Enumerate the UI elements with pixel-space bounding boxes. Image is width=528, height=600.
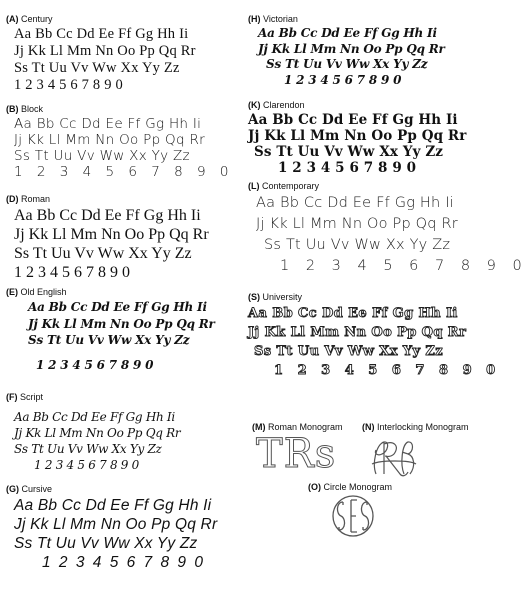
alphabet-line: Ss Tt Uu Vv Ww Xx Yy Zz — [266, 57, 428, 71]
font-name: Victorian — [263, 14, 298, 24]
font-sample-old-english — [6, 287, 215, 373]
numeral-line: 1 2 3 4 5 6 7 8 9 0 — [280, 258, 528, 274]
font-name: Cursive — [21, 484, 53, 494]
alphabet-line: Ss Tt Uu Vv Ww Xx Yy Zz — [14, 442, 162, 456]
alphabet-line: Aa Bb Cc Dd Ee Ff Gg Hh Ii — [14, 410, 175, 424]
alphabet-line: Aa Bb Cc Dd Ee Ff Gg Hh Ii — [28, 300, 207, 314]
monogram-code: (M) — [252, 422, 266, 432]
monogram-name: Interlocking Monogram — [377, 422, 469, 432]
alphabet-line: Aa Bb Cc Dd Ee Ff Gg Hh Ii — [14, 116, 202, 132]
alphabet-line: Ss Tt Uu Vv Ww Xx Yy Zz — [254, 344, 444, 359]
circle-monogram-image — [331, 494, 375, 538]
font-label — [6, 104, 234, 115]
alphabet-line: Aa Bb Cc Dd Ee Ff Gg Hh Ii — [14, 497, 212, 514]
numeral-line: 1 2 3 4 5 6 7 8 9 0 — [34, 458, 139, 472]
font-sample-cursive — [6, 484, 217, 572]
roman-monogram-sample: TRs — [256, 431, 337, 477]
font-name: Clarendon — [263, 100, 305, 110]
alphabet-line: Ss Tt Uu Vv Ww Xx Yy Zz — [14, 535, 198, 552]
numeral-line: 1 2 3 4 5 6 7 8 9 0 — [42, 554, 205, 571]
monogram-interlocking — [362, 422, 469, 433]
monogram-label — [308, 482, 392, 493]
monogram-code: (N) — [362, 422, 375, 432]
font-code: (D) — [6, 194, 19, 204]
font-sample-clarendon — [248, 100, 466, 176]
font-label — [248, 181, 528, 192]
alphabet-line: Aa Bb Cc Dd Ee Ff Gg Hh Ii — [258, 26, 437, 40]
alphabet-line: Aa Bb Cc Dd Ee Ff Gg Hh Ii — [248, 306, 458, 321]
alphabet-line: Jj Kk Ll Mm Nn Oo Pp Qq Rr — [14, 516, 218, 533]
monogram-label — [362, 422, 469, 433]
alphabet-line: Aa Bb Cc Dd Ee Ff Gg Hh Ii — [248, 112, 458, 128]
font-label — [6, 194, 209, 205]
font-sample-victorian — [248, 14, 445, 88]
monogram-name: Roman Monogram — [268, 422, 343, 432]
numeral-line: 1 2 3 4 5 6 7 8 9 0 — [14, 264, 130, 281]
font-code: (F) — [6, 392, 18, 402]
font-code: (E) — [6, 287, 18, 297]
alphabet-line: Jj Kk Ll Mm Nn Oo Pp Qq Rr — [256, 216, 458, 232]
alphabet-line: Aa Bb Cc Dd Ee Ff Gg Hh Ii — [14, 207, 201, 224]
interlocking-monogram-image — [370, 434, 418, 482]
font-name: Script — [20, 392, 44, 402]
numeral-line: 1 2 3 4 5 6 7 8 9 0 — [284, 72, 402, 87]
numeral-line: 1 2 3 4 5 6 7 8 9 0 — [14, 164, 234, 180]
font-label — [248, 14, 445, 25]
numeral-line: 1 2 3 4 5 6 7 8 9 0 — [278, 160, 417, 176]
font-code: (H) — [248, 14, 261, 24]
alphabet-line: Jj Kk Ll Mm Nn Oo Pp Qq Rr — [248, 128, 467, 144]
alphabet-line: Ss Tt Uu Vv Ww Xx Yy Zz — [254, 144, 444, 160]
alphabet-line: Jj Kk Ll Mm Nn Oo Pp Qq Rr — [248, 325, 467, 340]
font-code: (B) — [6, 104, 19, 114]
alphabet-line: Jj Kk Ll Mm Nn Oo Pp Qq Rr — [14, 426, 181, 440]
font-sample-century — [6, 14, 196, 94]
alphabet-line: Ss Tt Uu Vv Ww Xx Yy Zz — [14, 60, 180, 76]
monogram-circle — [308, 482, 392, 493]
font-sample-university — [248, 292, 500, 380]
font-sample-script — [6, 392, 180, 473]
font-sample-contemporary — [248, 181, 528, 277]
monogram-name: Circle Monogram — [323, 482, 393, 492]
alphabet-line: Ss Tt Uu Vv Ww Xx Yy Zz — [14, 245, 192, 262]
alphabet-line: Aa Bb Cc Dd Ee Ff Gg Hh Ii — [14, 26, 189, 42]
font-name: Contemporary — [262, 181, 320, 191]
font-sample-roman — [6, 194, 209, 282]
font-code: (S) — [248, 292, 260, 302]
alphabet-line: Jj Kk Ll Mm Nn Oo Pp Qq Rr — [28, 316, 215, 331]
font-label — [248, 292, 500, 303]
alphabet-line: Jj Kk Ll Mm Nn Oo Pp Qq Rr — [258, 41, 445, 56]
font-name: Century — [21, 14, 53, 24]
alphabet-line: Jj Kk Ll Mm Nn Oo Pp Qq Rr — [14, 226, 209, 243]
font-label — [6, 392, 180, 403]
monogram-code: (O) — [308, 482, 321, 492]
font-code: (G) — [6, 484, 19, 494]
alphabet-line: Jj Kk Ll Mm Nn Oo Pp Qq Rr — [14, 43, 196, 59]
font-name: Roman — [21, 194, 51, 204]
alphabet-line: Aa Bb Cc Dd Ee Ff Gg Hh Ii — [256, 195, 454, 211]
font-name: Old English — [20, 287, 67, 297]
font-sample-block — [6, 104, 234, 180]
font-code: (L) — [248, 181, 260, 191]
alphabet-line: Ss Tt Uu Vv Ww Xx Yy Zz — [14, 148, 190, 164]
alphabet-line: Ss Tt Uu Vv Ww Xx Yy Zz — [264, 237, 451, 253]
font-code: (K) — [248, 100, 261, 110]
font-code: (A) — [6, 14, 19, 24]
numeral-line: 1 2 3 4 5 6 7 8 9 0 — [274, 363, 501, 378]
font-name: University — [262, 292, 303, 302]
alphabet-line: Jj Kk Ll Mm Nn Oo Pp Qq Rr — [14, 132, 205, 148]
font-label — [6, 484, 217, 495]
font-label — [6, 287, 215, 298]
font-label — [6, 14, 196, 25]
numeral-line: 1 2 3 4 5 6 7 8 9 0 — [36, 357, 154, 372]
numeral-line: 1 2 3 4 5 6 7 8 9 0 — [14, 77, 123, 93]
font-label — [248, 100, 466, 111]
font-name: Block — [21, 104, 44, 114]
alphabet-line: Ss Tt Uu Vv Ww Xx Yy Zz — [28, 333, 190, 347]
